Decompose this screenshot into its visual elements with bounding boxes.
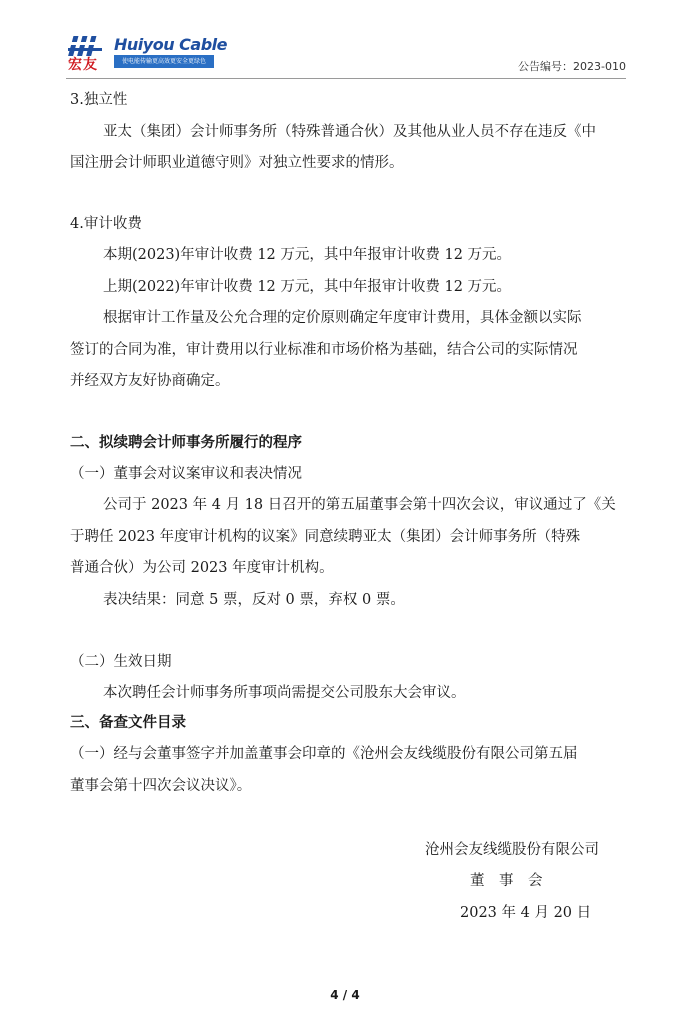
paragraph-line: 本期(2023)年审计收费 12 万元，其中年报审计收费 12 万元。 — [103, 247, 512, 263]
paragraph-line: 签订的合同为准，审计费用以行业标准和市场价格为基础，结合公司的实际情况 — [70, 342, 578, 358]
signature-board: 董 事 会 — [470, 873, 543, 889]
logo-english-name: Huiyou Cable — [114, 35, 227, 54]
subsection-heading: （一）董事会对议案审议和表决情况 — [70, 466, 302, 482]
logo-tagline: 使电能传输更高效更安全更绿色 — [114, 55, 214, 68]
subsection-heading: （二）生效日期 — [70, 654, 172, 670]
paragraph-line: 并经双方友好协商确定。 — [70, 373, 230, 389]
paragraph-line: 于聘任 2023 年度审计机构的议案》同意续聘亚太（集团）会计师事务所（特殊 — [70, 529, 581, 545]
paragraph-line: 亚太（集团）会计师事务所（特殊普通合伙）及其他从业人员不存在违反《中 — [103, 124, 596, 140]
section-3-title: 3.独立性 — [70, 92, 128, 108]
list-item: （一）经与会董事签字并加盖董事会印章的《沧州会友线缆股份有限公司第五届 — [70, 746, 578, 762]
document-number: 公告编号：2023-010 — [518, 60, 626, 73]
paragraph-line: 本次聘任会计师事务所事项尚需提交公司股东大会审议。 — [103, 685, 466, 701]
paragraph-line: 上期(2022)年审计收费 12 万元，其中年报审计收费 12 万元。 — [103, 279, 512, 295]
page-number: 4 / 4 — [330, 988, 360, 1002]
section-4-title: 4.审计收费 — [70, 216, 142, 232]
signature-date: 2023 年 4 月 20 日 — [460, 905, 592, 921]
paragraph-line: 根据审计工作量及公允合理的定价原则确定年度审计费用，具体金额以实际 — [103, 310, 582, 326]
logo-chinese-name: 宏友 — [68, 57, 98, 73]
paragraph-line: 普通合伙）为公司 2023 年度审计机构。 — [70, 560, 334, 576]
header-divider — [66, 78, 626, 79]
paragraph-line: 国注册会计师职业道德守则》对独立性要求的情形。 — [70, 155, 404, 171]
paragraph-line: 董事会第十四次会议决议》。 — [70, 778, 252, 794]
vote-result: 表决结果：同意 5 票，反对 0 票，弃权 0 票。 — [103, 592, 405, 608]
part-2-heading: 二、拟续聘会计师事务所履行的程序 — [70, 435, 302, 451]
part-3-heading: 三、备查文件目录 — [70, 715, 186, 731]
paragraph-line: 公司于 2023 年 4 月 18 日召开的第五届董事会第十四次会议，审议通过了《关 — [103, 497, 616, 513]
signature-company: 沧州会友线缆股份有限公司 — [425, 842, 599, 858]
page-header — [0, 0, 690, 80]
